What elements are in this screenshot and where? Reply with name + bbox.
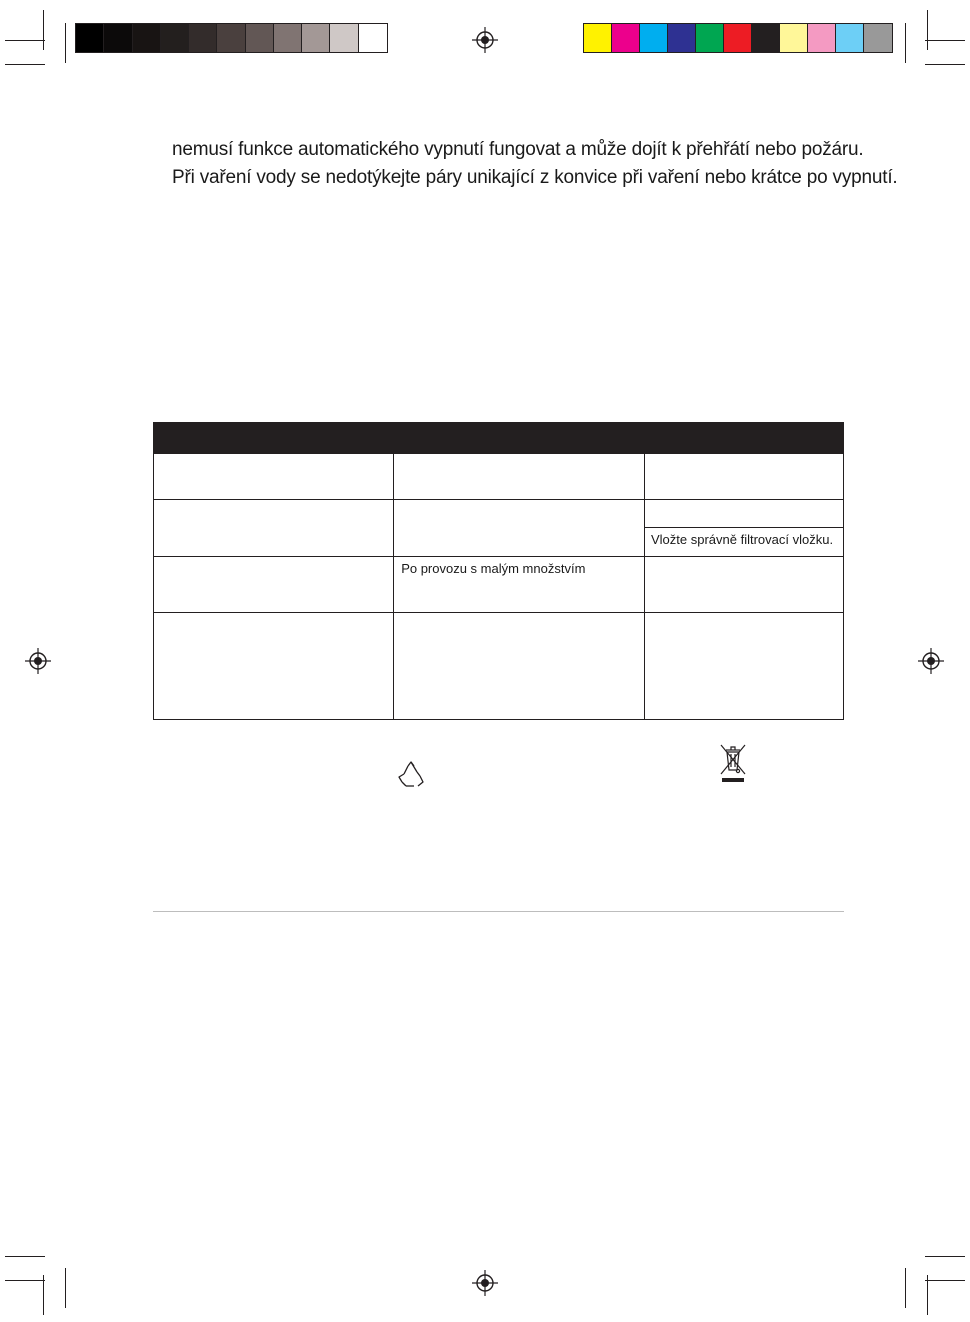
crop-mark [925,64,965,65]
table-cell [394,499,645,557]
color-swatch [808,24,836,52]
troubleshooting-table [153,422,844,720]
crop-mark [925,1256,965,1257]
crossed-out-bin-icon [719,742,747,784]
crop-mark [43,1275,44,1315]
table-cell [645,454,844,499]
registration-mark-icon [471,26,499,54]
recycle-icon [396,760,426,790]
table-cell [394,454,645,499]
table-cell [645,499,844,527]
crop-mark [5,1256,45,1257]
table-row [154,557,844,613]
table-row [154,499,844,527]
table-cell [394,557,645,613]
crop-mark [65,1268,66,1308]
color-swatch [668,24,696,52]
color-swatch [104,24,132,52]
table-cell [154,499,394,557]
crop-mark [927,10,928,50]
crop-mark [905,23,906,63]
crop-mark [5,1280,45,1281]
color-swatch [161,24,189,52]
color-swatch [612,24,640,52]
body-text-line: nemusí funkce automatického vypnutí fungovat a může dojít k přehřátí nebo požáru. [172,139,864,160]
table-header-cell [394,423,645,454]
table-cell [154,612,394,719]
color-swatch [836,24,864,52]
color-swatch [189,24,217,52]
table-header-cell [645,423,844,454]
color-swatch [752,24,780,52]
table-row [154,612,844,719]
color-swatch [696,24,724,52]
table-cell [645,528,844,557]
grayscale-color-bar [75,23,388,53]
table-cell [645,612,844,719]
filter-solution-text: Vložte správně filtrovací vložku. [651,532,834,548]
color-swatch [584,24,612,52]
color-swatch [246,24,274,52]
crop-mark [65,23,66,63]
crop-mark [905,1268,906,1308]
table-header-cell [154,423,394,454]
color-swatch [217,24,245,52]
table-cell [394,612,645,719]
body-text-line: Při vaření vody se nedotýkejte páry unikající z konvice při vaření nebo krátce po vypnutí. [172,167,898,188]
color-swatch [302,24,330,52]
color-swatch [864,24,892,52]
cause-text: Po provozu s malým množstvím [401,561,586,577]
color-swatch [274,24,302,52]
process-color-bar [583,23,893,53]
color-swatch [359,24,387,52]
table-cell [645,557,844,613]
color-swatch [133,24,161,52]
table-row [154,454,844,499]
color-swatch [640,24,668,52]
crop-mark [43,10,44,50]
crop-mark [925,1280,965,1281]
color-swatch [330,24,358,52]
registration-mark-icon [24,647,52,675]
color-swatch [780,24,808,52]
registration-mark-icon [471,1269,499,1297]
color-swatch [76,24,104,52]
crop-mark [5,40,45,41]
registration-mark-icon [917,647,945,675]
color-swatch [724,24,752,52]
crop-mark [927,1275,928,1315]
crop-mark [925,40,965,41]
table-header-row [154,423,844,454]
crop-mark [5,64,45,65]
table-cell [154,557,394,613]
table-cell [154,454,394,499]
divider [153,911,844,912]
